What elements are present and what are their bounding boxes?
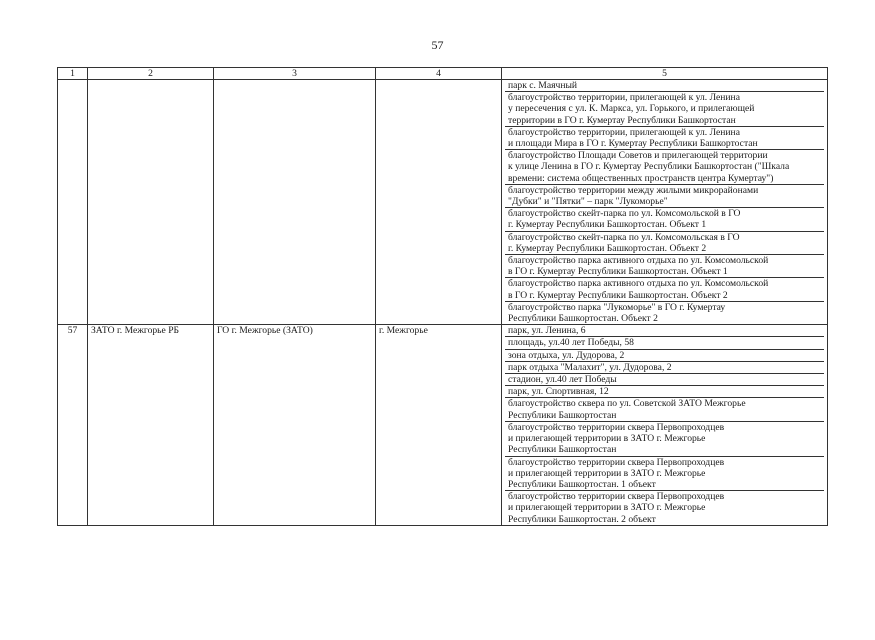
objects-cell bbox=[502, 325, 828, 525]
settlement-cell bbox=[376, 80, 502, 325]
number-cell bbox=[58, 80, 88, 325]
object-entry: благоустройство территории между жилыми микрорайонами "Дубки" и "Пятки" – парк "Лукоморье" bbox=[505, 185, 824, 208]
object-entry: благоустройство парка активного отдыха по ул. Комсомольской в ГО г. Кумертау Республики Башкортостан. Объект 2 bbox=[505, 278, 824, 301]
object-entry: благоустройство территории, прилегающей к ул. Ленина и площади Мира в ГО г. Кумертау Республики Башкортостан bbox=[505, 127, 824, 150]
object-entry: зона отдыха, ул. Дудорова, 2 bbox=[505, 350, 824, 362]
table-row bbox=[58, 80, 828, 325]
object-entry: парк, ул. Ленина, 6 bbox=[505, 325, 824, 337]
object-entry: благоустройство территории, прилегающей к ул. Ленина у пересечения с ул. К. Маркса, ул. Горького, и прилегающей территории в ГО г. Кумертау Республики Башкортостан bbox=[505, 92, 824, 127]
object-entry: стадион, ул.40 лет Победы bbox=[505, 374, 824, 386]
objects-table bbox=[57, 67, 828, 526]
column-header: 4 bbox=[376, 68, 502, 80]
object-entry: благоустройство территории сквера Первопроходцев и прилегающей территории в ЗАТО г. Межгорье Республики Башкортостан. 2 объект bbox=[508, 491, 725, 525]
object-entry: парк с. Маячный bbox=[505, 80, 824, 92]
object-entry: благоустройство скейт-парка по ул. Комсомольская в ГО г. Кумертау Республики Башкортостан. Объект 2 bbox=[505, 232, 824, 255]
page-number: 57 bbox=[431, 38, 444, 52]
subject-cell bbox=[88, 80, 214, 325]
column-header: 5 bbox=[502, 68, 828, 80]
object-entry: площадь, ул.40 лет Победы, 58 bbox=[505, 337, 824, 349]
settlement-cell: г. Межгорье bbox=[376, 325, 502, 525]
municipality-cell bbox=[214, 80, 376, 325]
column-header: 3 bbox=[214, 68, 376, 80]
object-entry: благоустройство территории сквера Первопроходцев и прилегающей территории в ЗАТО г. Межгорье Республики Башкортостан bbox=[505, 422, 824, 457]
object-entry: благоустройство парка активного отдыха по ул. Комсомольской в ГО г. Кумертау Республики Башкортостан. Объект 1 bbox=[505, 255, 824, 278]
objects-cell bbox=[502, 80, 828, 325]
object-entry: благоустройство Площади Советов и прилегающей территории к улице Ленина в ГО г. Кумертау Республики Башкортостан ("Шкала времени: система общественных пространств центра Кумертау") bbox=[505, 150, 824, 185]
object-entry: благоустройство территории сквера Первопроходцев и прилегающей территории в ЗАТО г. Межгорье Республики Башкортостан. 1 объект bbox=[505, 457, 824, 492]
column-header: 2 bbox=[88, 68, 214, 80]
number-cell: 57 bbox=[58, 325, 88, 525]
header-row bbox=[58, 68, 828, 80]
object-entry: парк отдыха "Малахит", ул. Дудорова, 2 bbox=[505, 362, 824, 374]
object-entry: парк, ул. Спортивная, 12 bbox=[505, 386, 824, 398]
object-entry: благоустройство скейт-парка по ул. Комсомольской в ГО г. Кумертау Республики Башкортостан. Объект 1 bbox=[505, 208, 824, 231]
object-entry: благоустройство сквера по ул. Советской ЗАТО Межгорье Республики Башкортостан bbox=[505, 398, 824, 421]
column-header: 1 bbox=[58, 68, 88, 80]
municipality-cell: ГО г. Межгорье (ЗАТО) bbox=[214, 325, 376, 525]
table-row bbox=[58, 325, 828, 525]
object-entry: благоустройство парка "Лукоморье" в ГО г. Кумертау Республики Башкортостан. Объект 2 bbox=[508, 301, 726, 325]
subject-cell: ЗАТО г. Межгорье РБ bbox=[88, 325, 214, 525]
